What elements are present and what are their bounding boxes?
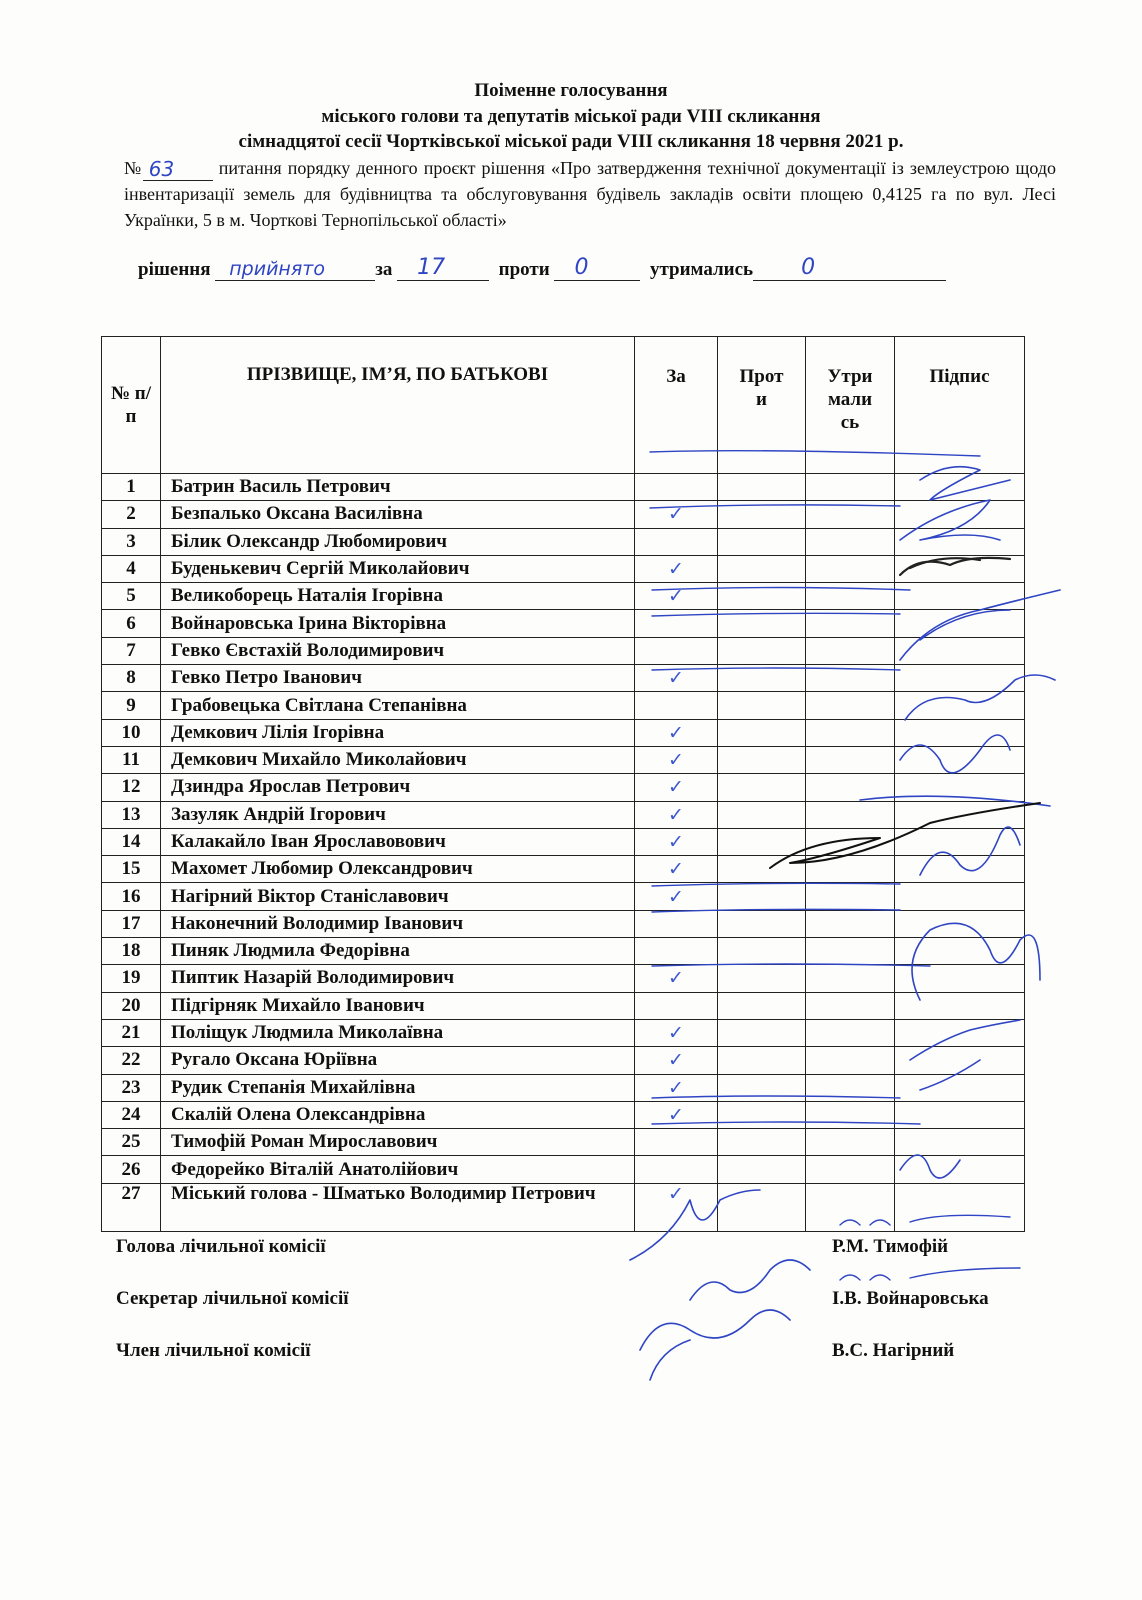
row-vote-abstain [806, 883, 895, 910]
table-row [102, 555, 1025, 582]
row-vote-for: ✓ [635, 965, 718, 992]
row-number: 27 [102, 1183, 161, 1231]
row-vote-against [718, 1183, 806, 1231]
row-vote-against [718, 665, 806, 692]
row-number: 5 [102, 583, 161, 610]
table-row [102, 1074, 1025, 1101]
row-name: Поліщук Людмила Миколаївна [161, 1019, 635, 1046]
table-row [102, 1101, 1025, 1128]
row-vote-for [635, 910, 718, 937]
row-signature [895, 1183, 1025, 1231]
row-signature [895, 474, 1025, 501]
row-number: 17 [102, 910, 161, 937]
row-vote-against [718, 583, 806, 610]
row-number: 25 [102, 1129, 161, 1156]
row-vote-for [635, 474, 718, 501]
row-name: Рудик Степанія Михайлівна [161, 1074, 635, 1101]
row-vote-against [718, 746, 806, 773]
row-vote-abstain [806, 1047, 895, 1074]
row-signature [895, 774, 1025, 801]
row-number: 8 [102, 665, 161, 692]
row-vote-against [718, 1019, 806, 1046]
row-vote-against [718, 501, 806, 528]
row-signature [895, 1101, 1025, 1128]
row-name: Гевко Євстахій Володимирович [161, 637, 635, 664]
row-vote-abstain [806, 938, 895, 965]
row-signature [895, 1074, 1025, 1101]
row-vote-abstain [806, 856, 895, 883]
decision-field [215, 258, 375, 281]
row-number: 14 [102, 828, 161, 855]
row-number: 2 [102, 501, 161, 528]
table-row [102, 692, 1025, 719]
row-vote-against [718, 1047, 806, 1074]
row-vote-against [718, 474, 806, 501]
against-label: проти [498, 259, 550, 280]
row-signature [895, 692, 1025, 719]
table-row [102, 883, 1025, 910]
row-vote-for: ✓ [635, 774, 718, 801]
row-name: Калакайло Іван Ярославовович [161, 828, 635, 855]
for-label: за [375, 259, 393, 280]
row-vote-for: ✓ [635, 746, 718, 773]
row-name: Скалій Олена Олександрівна [161, 1101, 635, 1128]
row-vote-for [635, 1129, 718, 1156]
abstained-value: 0 [801, 255, 816, 280]
row-number: 11 [102, 746, 161, 773]
row-name: Грабовецька Світлана Степанівна [161, 692, 635, 719]
row-vote-abstain [806, 555, 895, 582]
row-name: Гевко Петро Іванович [161, 665, 635, 692]
row-vote-against [718, 528, 806, 555]
row-vote-for: ✓ [635, 856, 718, 883]
abstained-label: утримались [649, 259, 754, 280]
row-vote-abstain [806, 1156, 895, 1183]
row-vote-against [718, 1156, 806, 1183]
row-vote-abstain [806, 801, 895, 828]
row-vote-for: ✓ [635, 555, 718, 582]
row-vote-abstain [806, 665, 895, 692]
row-vote-abstain [806, 1183, 895, 1231]
table-row [102, 1129, 1025, 1156]
row-vote-against [718, 801, 806, 828]
row-signature [895, 883, 1025, 910]
row-vote-abstain [806, 501, 895, 528]
row-signature [895, 501, 1025, 528]
row-vote-against [718, 938, 806, 965]
row-number: 12 [102, 774, 161, 801]
row-number: 13 [102, 801, 161, 828]
row-number: 26 [102, 1156, 161, 1183]
row-name: Войнаровська Ірина Вікторівна [161, 610, 635, 637]
row-signature [895, 801, 1025, 828]
col-name-header: ПРІЗВИЩЕ, ІМ’Я, ПО БАТЬКОВІ [161, 337, 635, 474]
row-number: 24 [102, 1101, 161, 1128]
table-row [102, 1183, 1025, 1231]
row-number: 19 [102, 965, 161, 992]
row-vote-abstain [806, 1101, 895, 1128]
row-vote-against [718, 555, 806, 582]
row-vote-against [718, 719, 806, 746]
table-row [102, 1019, 1025, 1046]
row-number: 10 [102, 719, 161, 746]
row-vote-abstain [806, 528, 895, 555]
row-number: 9 [102, 692, 161, 719]
row-vote-against [718, 1101, 806, 1128]
secretary-role: Секретар лічильної комісії [116, 1288, 349, 1309]
row-vote-abstain [806, 719, 895, 746]
row-vote-for: ✓ [635, 583, 718, 610]
row-name: Міський голова - Шматько Володимир Петрович [161, 1183, 635, 1231]
row-number: 4 [102, 555, 161, 582]
col-for-header: За [635, 337, 718, 474]
row-name: Підгірняк Михайло Іванович [161, 992, 635, 1019]
col-against-header: Проти [718, 337, 806, 474]
row-vote-against [718, 883, 806, 910]
col-num-header: № п/п [102, 337, 161, 474]
row-name: Нагірний Віктор Станіславович [161, 883, 635, 910]
row-name: Демкович Михайло Миколайович [161, 746, 635, 773]
number-prefix: № [124, 158, 143, 178]
row-signature [895, 719, 1025, 746]
row-number: 6 [102, 610, 161, 637]
row-vote-for: ✓ [635, 1019, 718, 1046]
row-name: Безпалько Оксана Василівна [161, 501, 635, 528]
row-signature [895, 938, 1025, 965]
row-signature [895, 828, 1025, 855]
row-signature [895, 1129, 1025, 1156]
row-vote-against [718, 610, 806, 637]
row-name: Зазуляк Андрій Ігорович [161, 801, 635, 828]
initials-secretary [840, 1268, 1020, 1280]
row-vote-abstain [806, 746, 895, 773]
row-vote-for: ✓ [635, 801, 718, 828]
row-signature [895, 1156, 1025, 1183]
decision-label: рішення [138, 259, 211, 280]
row-vote-against [718, 828, 806, 855]
row-vote-abstain [806, 637, 895, 664]
row-vote-for: ✓ [635, 1047, 718, 1074]
row-vote-for: ✓ [635, 501, 718, 528]
row-name: Пиптик Назарій Володимирович [161, 965, 635, 992]
row-name: Білик Олександр Любомирович [161, 528, 635, 555]
row-name: Тимофій Роман Мирославович [161, 1129, 635, 1156]
row-number: 1 [102, 474, 161, 501]
row-vote-for: ✓ [635, 1183, 718, 1231]
chair-name: Р.М. Тимофій [832, 1236, 949, 1257]
row-signature [895, 856, 1025, 883]
row-signature [895, 583, 1025, 610]
table-row [102, 965, 1025, 992]
row-vote-abstain [806, 474, 895, 501]
table-row [102, 1156, 1025, 1183]
row-vote-abstain [806, 965, 895, 992]
row-vote-against [718, 965, 806, 992]
row-signature [895, 910, 1025, 937]
row-name: Федорейко Віталій Анатолійович [161, 1156, 635, 1183]
row-name: Дзиндра Ярослав Петрович [161, 774, 635, 801]
secretary-name: І.В. Войнаровська [832, 1288, 989, 1309]
row-number: 3 [102, 528, 161, 555]
row-vote-against [718, 774, 806, 801]
row-vote-against [718, 1074, 806, 1101]
table-row [102, 938, 1025, 965]
member-name: В.С. Нагірний [832, 1340, 955, 1361]
table-row [102, 856, 1025, 883]
abstained-field [753, 255, 946, 281]
against-value: 0 [574, 255, 589, 280]
decision-value: прийнято [229, 258, 325, 280]
row-number: 23 [102, 1074, 161, 1101]
row-vote-for: ✓ [635, 883, 718, 910]
table-row [102, 992, 1025, 1019]
item-number-handwritten: 63 [148, 157, 175, 181]
row-number: 15 [102, 856, 161, 883]
row-signature [895, 1047, 1025, 1074]
row-vote-abstain [806, 910, 895, 937]
row-vote-abstain [806, 610, 895, 637]
row-vote-for: ✓ [635, 665, 718, 692]
col-signature-header: Підпис [895, 337, 1025, 474]
table-row [102, 501, 1025, 528]
member-role: Член лічильної комісії [116, 1340, 311, 1361]
row-vote-abstain [806, 774, 895, 801]
row-vote-for [635, 528, 718, 555]
row-name: Пиняк Людмила Федорівна [161, 938, 635, 965]
row-vote-abstain [806, 828, 895, 855]
row-vote-against [718, 910, 806, 937]
row-vote-for: ✓ [635, 1101, 718, 1128]
row-name: Ругало Оксана Юріївна [161, 1047, 635, 1074]
row-number: 22 [102, 1047, 161, 1074]
chair-role: Голова лічильної комісії [116, 1236, 326, 1257]
row-vote-for [635, 1156, 718, 1183]
row-name: Батрин Василь Петрович [161, 474, 635, 501]
row-signature [895, 665, 1025, 692]
row-vote-abstain [806, 992, 895, 1019]
row-signature [895, 992, 1025, 1019]
row-vote-against [718, 1129, 806, 1156]
row-name: Наконечний Володимир Іванович [161, 910, 635, 937]
decision-line [138, 255, 946, 281]
row-vote-abstain [806, 1019, 895, 1046]
agenda-text: питання порядку денного проєкт рішення «Про затвердження технічної документації із землеустрою щодо інвентаризації земель для будівництва та обслуговування будівель закладів освіти площею 0,4125 га по вул. Лесі Українки, 5 в м. Чорткові Тернопільської області» [124, 158, 1057, 230]
row-number: 21 [102, 1019, 161, 1046]
row-vote-abstain [806, 692, 895, 719]
commission-signature-secretary [690, 1260, 810, 1300]
table-row [102, 665, 1025, 692]
doc-session-line: сімнадцятої сесії Чортківської міської ради VIII скликання 18 червня 2021 р. [238, 131, 904, 152]
row-signature [895, 555, 1025, 582]
voting-table [101, 336, 1025, 1232]
row-vote-for [635, 992, 718, 1019]
row-signature [895, 637, 1025, 664]
row-vote-against [718, 992, 806, 1019]
row-number: 16 [102, 883, 161, 910]
row-signature [895, 1019, 1025, 1046]
table-row [102, 774, 1025, 801]
row-number: 18 [102, 938, 161, 965]
row-name: Буденькевич Сергій Миколайович [161, 555, 635, 582]
row-vote-for: ✓ [635, 1074, 718, 1101]
for-value: 17 [417, 255, 446, 280]
row-number: 20 [102, 992, 161, 1019]
table-row [102, 746, 1025, 773]
row-signature [895, 965, 1025, 992]
agenda-item [124, 155, 1056, 233]
item-number-field [143, 157, 213, 181]
row-signature [895, 528, 1025, 555]
row-name: Махомет Любомир Олександрович [161, 856, 635, 883]
row-vote-abstain [806, 583, 895, 610]
table-row [102, 474, 1025, 501]
col-abstain-header: Утримались [806, 337, 895, 474]
row-vote-abstain [806, 1074, 895, 1101]
row-vote-abstain [806, 1129, 895, 1156]
table-row [102, 610, 1025, 637]
row-vote-for: ✓ [635, 719, 718, 746]
table-row [102, 719, 1025, 746]
row-signature [895, 746, 1025, 773]
row-name: Демкович Лілія Ігорівна [161, 719, 635, 746]
row-vote-for [635, 637, 718, 664]
doc-title: Поіменне голосування [474, 80, 668, 101]
table-row [102, 1047, 1025, 1074]
against-field [554, 255, 640, 281]
row-vote-for [635, 610, 718, 637]
row-vote-for: ✓ [635, 828, 718, 855]
row-name: Великоборець Наталія Ігорівна [161, 583, 635, 610]
row-vote-for [635, 692, 718, 719]
for-field [397, 255, 489, 281]
row-vote-against [718, 856, 806, 883]
row-number: 7 [102, 637, 161, 664]
table-row [102, 637, 1025, 664]
table-row [102, 801, 1025, 828]
doc-subtitle: міського голови та депутатів міської ради VIII скликання [321, 106, 821, 127]
row-vote-for [635, 938, 718, 965]
row-vote-against [718, 637, 806, 664]
table-row [102, 528, 1025, 555]
table-row [102, 910, 1025, 937]
table-row [102, 583, 1025, 610]
table-header-row [102, 337, 1025, 474]
commission-signature-member [640, 1310, 790, 1380]
row-signature [895, 610, 1025, 637]
table-row [102, 828, 1025, 855]
row-vote-against [718, 692, 806, 719]
